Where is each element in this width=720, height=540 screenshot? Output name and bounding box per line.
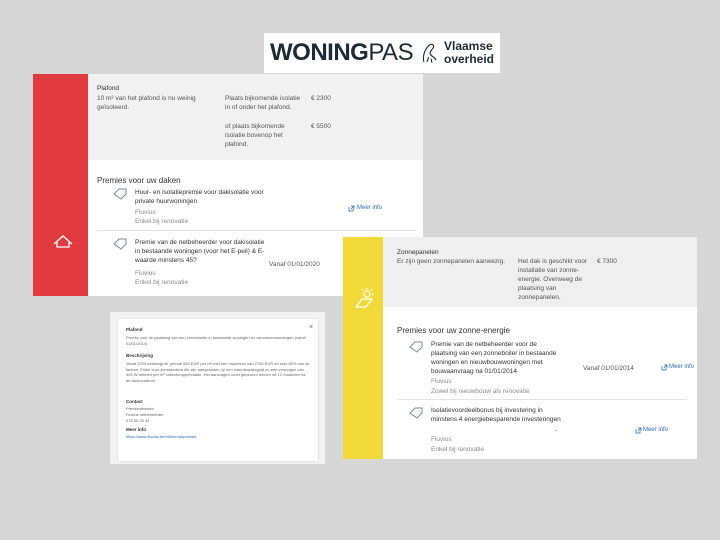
premie-detail-panel: [110, 312, 325, 464]
solar-price: € 7300: [597, 258, 617, 265]
roof-section-title: Premies voor uw daken: [97, 176, 181, 185]
detail-intro: Premie voor de plaatsing van een zonneboiler in bestaande woningen en nieuwbouwwoningen (vanaf 01/01/2014): [126, 335, 306, 346]
external-link-icon[interactable]: [635, 427, 642, 434]
solar-premie-1-title[interactable]: Premie van de netbeheerder voor de plaatsing van een zonneboiler in bestaande woningen en nieuwbouwwoningen met bouwaanvraag na 01/01/2014: [431, 341, 557, 375]
premie-detail-card: [118, 319, 318, 461]
solar-premie-1-more-info[interactable]: Meer info: [669, 364, 695, 370]
contact-name: Premiediensten: [126, 406, 154, 411]
premium-tag-icon: [113, 238, 127, 250]
solar-advice: Het dak is geschikt voor installatie van zonne-energie. Overweeg de plaatsing van zonnepanelen.: [518, 258, 588, 301]
more-info-link[interactable]: https://www.fluvius.be/nl/thema/premies: [126, 434, 197, 439]
plafond-label: Plafond: [97, 85, 120, 92]
divider: [397, 399, 687, 400]
more-info-heading: Meer info: [126, 427, 147, 432]
solar-premie-2-more-info[interactable]: Meer info: [643, 427, 669, 433]
description-text: Vanaf 2020 bedraagt de premie 550 EUR per m² met een maximum van 2750 EUR en max 50% van de factuur. Enkel voor zonneboilers die zijn aangesloten op een warmteopslagvat en een vermogen van 400 W hebben per m² collectoroppervlakte. Het aanvragen moet gebeuren binnen de 12 maanden na de factuurdatum.: [126, 361, 310, 383]
solar-panel: [343, 237, 697, 459]
external-link-icon[interactable]: [348, 205, 355, 212]
solar-premie-1-provider: Fluvius: [431, 378, 452, 385]
measure-2-price: € 5500: [311, 123, 331, 130]
contact-phone: 078 35 35 34: [126, 418, 150, 423]
zonnepanelen-description: Er zijn geen zonnepanelen aanwezig.: [397, 258, 506, 265]
solar-premie-1-tag: Zowel bij nieuwbouw als renovatie: [431, 388, 530, 395]
solar-premie-2-title[interactable]: Isolatievoordeelbonus bij investering in minstens 4 energiebesparende investeringen: [431, 407, 561, 423]
detail-title: Plafond: [126, 327, 143, 332]
zonnepanelen-label: Zonnepanelen: [397, 249, 439, 256]
description-heading: Beschrijving: [126, 353, 154, 358]
roof-premie-1-tag: Enkel bij renovatie: [135, 218, 189, 225]
brand-woning: WONING: [270, 39, 369, 66]
roof-premie-2-provider: Fluvius: [135, 270, 156, 277]
brand-pas: PAS: [368, 39, 414, 66]
measure-2-desc: of plaats bijkomende isolatie bovenop het plafond.: [225, 123, 285, 148]
flemish-lion-icon: [419, 38, 440, 68]
premium-tag-icon: [113, 188, 127, 200]
solar-premie-2-provider: Fluvius: [431, 436, 452, 443]
measure-1-desc: Plaats bijkomende isolatie in of onder het plafond.: [225, 95, 301, 111]
woningpas-logo: [264, 33, 500, 73]
roof-premie-1-title[interactable]: Huur- en isolatiepremie voor dakisolatie voor private huurwoningen: [135, 189, 264, 205]
plafond-description: 10 m² van het plafond is nu weinig geïsoleerd.: [97, 95, 196, 111]
solar-premie-1-date: Vanaf 01/01/2014: [583, 365, 634, 372]
solar-premie-2-tag: Enkel bij renovatie: [431, 446, 485, 453]
premium-tag-icon: [409, 407, 423, 419]
premium-tag-icon: [409, 341, 423, 353]
roof-icon: [53, 234, 73, 248]
divider: [97, 230, 417, 231]
external-link-icon[interactable]: [661, 364, 668, 371]
close-icon[interactable]: ×: [309, 324, 314, 331]
government-label: Vlaamse overheid: [443, 39, 494, 66]
contact-organisation: Fluvius netbeheerder: [126, 412, 164, 417]
roof-premie-2-date: Vanaf 01/01/2020: [269, 261, 320, 268]
solar-section-title: Premies voor uw zonne-energie: [397, 326, 510, 335]
contact-heading: Contact: [126, 399, 143, 404]
roof-premie-2-tag: Enkel bij renovatie: [135, 279, 189, 286]
solar-color-stripe: [343, 237, 383, 459]
solar-premie-2-date: -: [555, 427, 558, 434]
roof-premie-2-title[interactable]: Premie van de netbeheerder voor dakisolatie in bestaande woningen (voor het E-peil) & E-waarde minstens 45?: [135, 239, 265, 264]
sun-panel-icon: [353, 287, 375, 309]
roof-premie-1-provider: Fluvius: [135, 209, 156, 216]
measure-1-price: € 2300: [311, 95, 331, 102]
roof-color-stripe: [33, 74, 88, 296]
roof-premie-1-more-info[interactable]: Meer info: [357, 205, 383, 211]
